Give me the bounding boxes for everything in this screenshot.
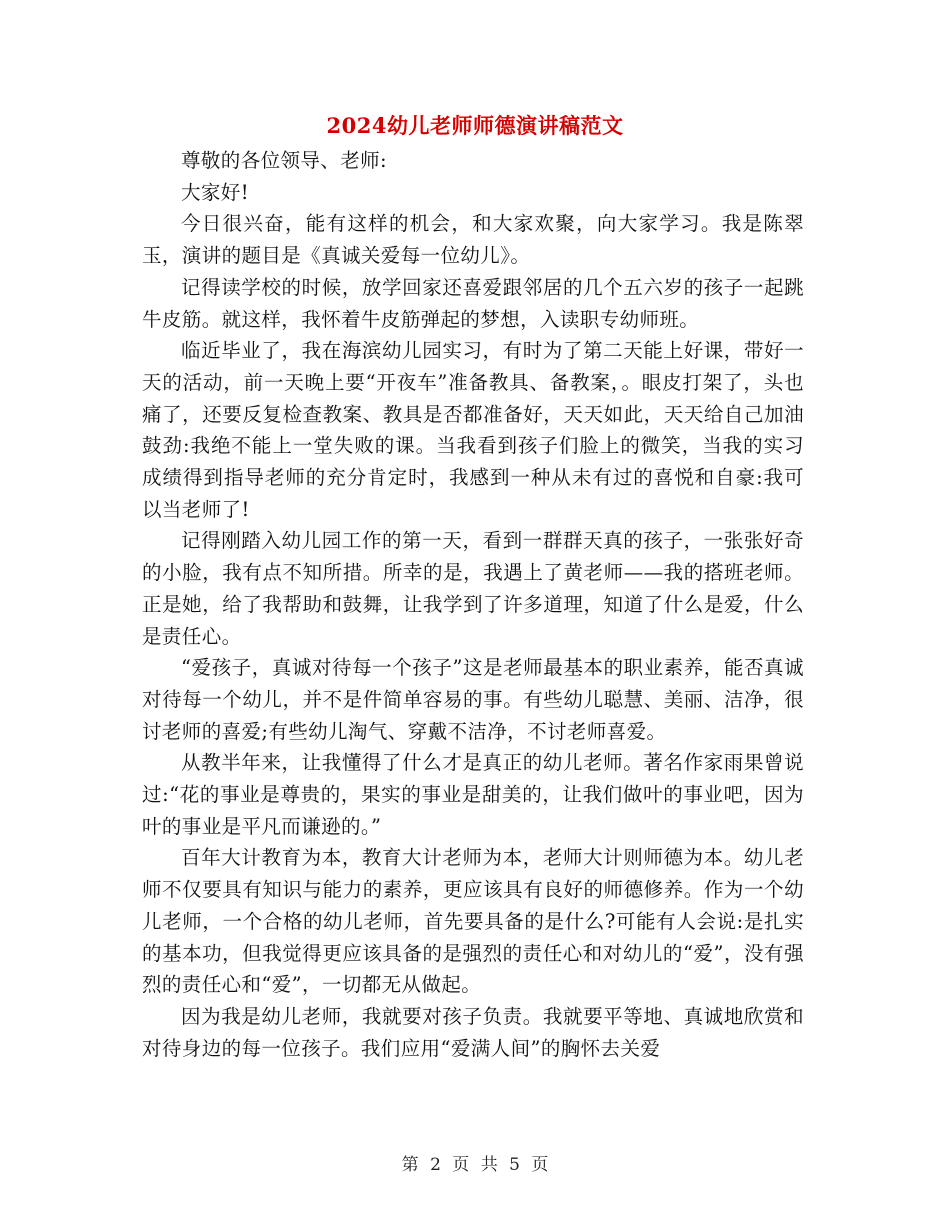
paragraph: 记得刚踏入幼儿园工作的第一天，看到一群群天真的孩子，一张张好奇的小脸，我有点不知所措。所幸的是，我遇上了黄老师——我的搭班老师。正是她，给了我帮助和鼓舞，让我学到了许多道理，知道了什么是爱，什么是责任心。 <box>142 529 804 648</box>
paragraph: 因为我是幼儿老师，我就要对孩子负责。我就要平等地、真诚地欣赏和对待身边的每一位孩子。我们应用“爱满人间”的胸怀去关爱 <box>142 1004 804 1060</box>
salutation: 尊敬的各位领导、老师: <box>181 149 387 172</box>
page-footer: 第 2 页 共 5 页 <box>401 1155 549 1175</box>
document-body <box>142 145 804 1064</box>
document-title: 2024幼儿老师师德演讲稿范文 <box>326 113 624 138</box>
paragraph: 记得读学校的时候，放学回家还喜爱跟邻居的几个五六岁的孩子一起跳牛皮筋。就这样，我怀着牛皮筋弹起的梦想，入读职专幼师班。 <box>142 275 804 331</box>
greeting: 大家好! <box>181 180 249 204</box>
paragraph: 今日很兴奋，能有这样的机会，和大家欢聚，向大家学习。我是陈翠玉，演讲的题目是《真诚关爱每一位幼儿》。 <box>142 212 804 268</box>
paragraph: 临近毕业了，我在海滨幼儿园实习，有时为了第二天能上好课，带好一天的活动，前一天晚上要“开夜车”准备教具、备教案，。眼皮打架了，头也痛了，还要反复检查教案、教具是否都准备好，天天如此，天天给自己加油鼓劲:我绝不能上一堂失败的课。当我看到孩子们脸上的微笑，当我的实习成绩得到指导老师的充分肯定时，我感到一种从未有过的喜悦和自豪:我可以当老师了! <box>142 339 804 521</box>
paragraph: “爱孩子，真诚对待每一个孩子”这是老师最基本的职业素养，能否真诚对待每一个幼儿，并不是件简单容易的事。有些幼儿聪慧、美丽、洁净，很讨老师的喜爱;有些幼儿淘气、穿戴不洁净，不讨老师喜爱。 <box>142 656 804 743</box>
paragraph: 从教半年来，让我懂得了什么才是真正的幼儿老师。著名作家雨果曾说过:“花的事业是尊贵的，果实的事业是甜美的，让我们做叶的事业吧，因为叶的事业是平凡而谦逊的。” <box>142 751 804 838</box>
paragraph: 百年大计教育为本，教育大计老师为本，老师大计则师德为本。幼儿老师不仅要具有知识与能力的素养，更应该具有良好的师德修养。作为一个幼儿老师，一个合格的幼儿老师，首先要具备的是什么?可能有人会说:是扎实的基本功，但我觉得更应该具备的是强烈的责任心和对幼儿的“爱”，没有强烈的责任心和“爱”，一切都无从做起。 <box>142 846 804 997</box>
